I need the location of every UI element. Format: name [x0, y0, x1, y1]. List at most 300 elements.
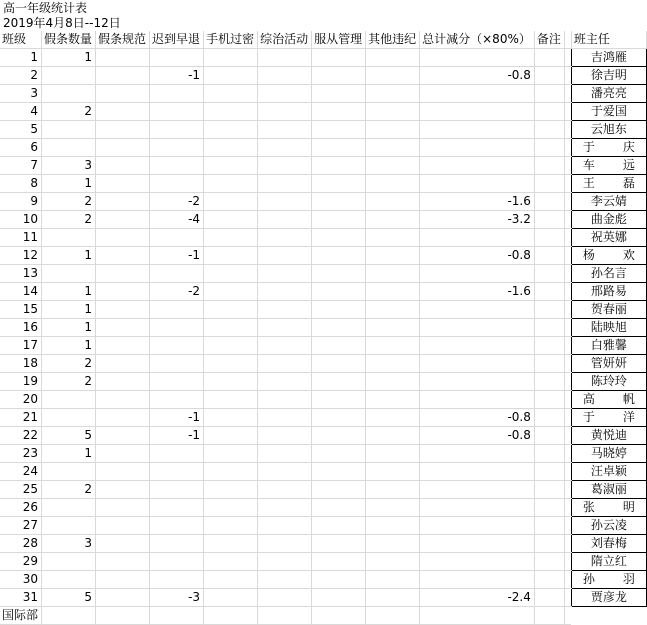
cell-late[interactable]: [150, 49, 204, 67]
cell-teacher[interactable]: 于 洋: [571, 409, 646, 427]
cell-teacher[interactable]: 高 帆: [571, 391, 646, 409]
cell-obey[interactable]: [312, 589, 366, 607]
cell-teacher[interactable]: 车 远: [571, 157, 646, 175]
cell-obey[interactable]: [312, 211, 366, 229]
cell-other[interactable]: [366, 211, 420, 229]
cell-act[interactable]: [258, 319, 312, 337]
cell-other[interactable]: [366, 265, 420, 283]
cell-leave[interactable]: 2: [42, 373, 96, 391]
cell-leave[interactable]: [42, 85, 96, 103]
cell-norm[interactable]: [96, 103, 150, 121]
cell-blank[interactable]: [564, 571, 571, 589]
cell-cls[interactable]: 27: [0, 517, 42, 535]
cell-cls[interactable]: 1: [0, 49, 42, 67]
column-header[interactable]: 手机过密: [204, 31, 258, 49]
cell-blank[interactable]: [564, 283, 571, 301]
cell-late[interactable]: [150, 121, 204, 139]
cell-total[interactable]: [420, 499, 535, 517]
cell-norm[interactable]: [96, 571, 150, 589]
cell-obey[interactable]: [312, 157, 366, 175]
cell-obey[interactable]: [312, 427, 366, 445]
cell-obey[interactable]: [312, 67, 366, 85]
cell-leave[interactable]: 2: [42, 355, 96, 373]
cell-cls[interactable]: 12: [0, 247, 42, 265]
cell-act[interactable]: [258, 211, 312, 229]
cell-note[interactable]: [534, 49, 564, 67]
cell-cls[interactable]: 30: [0, 571, 42, 589]
cell-teacher[interactable]: 隋立红: [571, 553, 646, 571]
cell-other[interactable]: [366, 535, 420, 553]
cell-phone[interactable]: [204, 499, 258, 517]
cell-blank[interactable]: [564, 229, 571, 247]
cell-leave[interactable]: 1: [42, 319, 96, 337]
cell-late[interactable]: [150, 103, 204, 121]
cell-act[interactable]: [258, 121, 312, 139]
cell-leave[interactable]: 1: [42, 175, 96, 193]
cell-other[interactable]: [366, 589, 420, 607]
cell-obey[interactable]: [312, 139, 366, 157]
cell-note[interactable]: [534, 607, 564, 625]
cell-cls[interactable]: 22: [0, 427, 42, 445]
cell-teacher[interactable]: 杨 欢: [571, 247, 646, 265]
cell-act[interactable]: [258, 463, 312, 481]
column-header[interactable]: 迟到早退: [150, 31, 204, 49]
cell-blank[interactable]: [564, 67, 571, 85]
cell-late[interactable]: [150, 301, 204, 319]
cell-obey[interactable]: [312, 247, 366, 265]
cell-blank[interactable]: [564, 193, 571, 211]
cell-blank[interactable]: [564, 49, 571, 67]
cell-phone[interactable]: [204, 409, 258, 427]
cell-late[interactable]: -1: [150, 409, 204, 427]
cell-teacher[interactable]: 孙名言: [571, 265, 646, 283]
cell-act[interactable]: [258, 49, 312, 67]
cell-norm[interactable]: [96, 229, 150, 247]
cell-note[interactable]: [534, 175, 564, 193]
cell-phone[interactable]: [204, 175, 258, 193]
cell-obey[interactable]: [312, 517, 366, 535]
cell-act[interactable]: [258, 445, 312, 463]
cell-teacher[interactable]: 白雅馨: [571, 337, 646, 355]
cell-phone[interactable]: [204, 517, 258, 535]
cell-late[interactable]: [150, 229, 204, 247]
cell-act[interactable]: [258, 517, 312, 535]
cell-norm[interactable]: [96, 265, 150, 283]
cell-act[interactable]: [258, 175, 312, 193]
cell-norm[interactable]: [96, 409, 150, 427]
cell-act[interactable]: [258, 571, 312, 589]
cell-phone[interactable]: [204, 283, 258, 301]
cell-teacher[interactable]: 陈玲玲: [571, 373, 646, 391]
cell-other[interactable]: [366, 553, 420, 571]
cell-cls[interactable]: 9: [0, 193, 42, 211]
cell-norm[interactable]: [96, 301, 150, 319]
cell-phone[interactable]: [204, 535, 258, 553]
cell-late[interactable]: -2: [150, 283, 204, 301]
cell-leave[interactable]: [42, 607, 96, 625]
cell-cls[interactable]: 23: [0, 445, 42, 463]
cell-note[interactable]: [534, 571, 564, 589]
cell-norm[interactable]: [96, 445, 150, 463]
cell-phone[interactable]: [204, 103, 258, 121]
cell-note[interactable]: [534, 103, 564, 121]
cell-blank[interactable]: [564, 499, 571, 517]
cell-norm[interactable]: [96, 85, 150, 103]
cell-leave[interactable]: 3: [42, 157, 96, 175]
cell-leave[interactable]: 1: [42, 49, 96, 67]
cell-late[interactable]: [150, 499, 204, 517]
cell-act[interactable]: [258, 283, 312, 301]
cell-total[interactable]: [420, 265, 535, 283]
cell-act[interactable]: [258, 373, 312, 391]
cell-late[interactable]: -2: [150, 193, 204, 211]
cell-norm[interactable]: [96, 553, 150, 571]
cell-other[interactable]: [366, 193, 420, 211]
cell-blank[interactable]: [564, 535, 571, 553]
cell-norm[interactable]: [96, 535, 150, 553]
cell-norm[interactable]: [96, 193, 150, 211]
cell-leave[interactable]: 3: [42, 535, 96, 553]
cell-note[interactable]: [534, 445, 564, 463]
cell-norm[interactable]: [96, 607, 150, 625]
cell-other[interactable]: [366, 157, 420, 175]
cell-total[interactable]: [420, 463, 535, 481]
cell-note[interactable]: [534, 67, 564, 85]
cell-norm[interactable]: [96, 355, 150, 373]
cell-teacher[interactable]: 邢路易: [571, 283, 646, 301]
cell-blank[interactable]: [564, 103, 571, 121]
cell-act[interactable]: [258, 247, 312, 265]
cell-norm[interactable]: [96, 67, 150, 85]
column-header[interactable]: 其他违纪: [366, 31, 420, 49]
cell-act[interactable]: [258, 607, 312, 625]
cell-note[interactable]: [534, 319, 564, 337]
cell-note[interactable]: [534, 301, 564, 319]
cell-phone[interactable]: [204, 319, 258, 337]
cell-other[interactable]: [366, 139, 420, 157]
column-header[interactable]: [564, 31, 571, 49]
cell-total[interactable]: -0.8: [420, 247, 535, 265]
cell-cls[interactable]: 31: [0, 589, 42, 607]
cell-blank[interactable]: [564, 445, 571, 463]
cell-late[interactable]: [150, 571, 204, 589]
cell-act[interactable]: [258, 553, 312, 571]
cell-late[interactable]: [150, 391, 204, 409]
cell-obey[interactable]: [312, 49, 366, 67]
cell-other[interactable]: [366, 175, 420, 193]
cell-act[interactable]: [258, 139, 312, 157]
cell-cls[interactable]: 24: [0, 463, 42, 481]
cell-obey[interactable]: [312, 553, 366, 571]
cell-leave[interactable]: [42, 571, 96, 589]
cell-norm[interactable]: [96, 247, 150, 265]
cell-act[interactable]: [258, 589, 312, 607]
cell-total[interactable]: -0.8: [420, 427, 535, 445]
cell-phone[interactable]: [204, 229, 258, 247]
cell-note[interactable]: [534, 121, 564, 139]
cell-phone[interactable]: [204, 85, 258, 103]
cell-norm[interactable]: [96, 517, 150, 535]
cell-total[interactable]: -0.8: [420, 67, 535, 85]
cell-norm[interactable]: [96, 121, 150, 139]
cell-late[interactable]: [150, 445, 204, 463]
cell-cls[interactable]: 20: [0, 391, 42, 409]
cell-leave[interactable]: 5: [42, 589, 96, 607]
cell-note[interactable]: [534, 499, 564, 517]
cell-cls[interactable]: 5: [0, 121, 42, 139]
cell-total[interactable]: [420, 337, 535, 355]
cell-note[interactable]: [534, 391, 564, 409]
cell-phone[interactable]: [204, 589, 258, 607]
cell-other[interactable]: [366, 373, 420, 391]
cell-obey[interactable]: [312, 607, 366, 625]
cell-teacher[interactable]: 汪卓颖: [571, 463, 646, 481]
cell-other[interactable]: [366, 517, 420, 535]
cell-total[interactable]: -2.4: [420, 589, 535, 607]
cell-late[interactable]: [150, 553, 204, 571]
cell-other[interactable]: [366, 463, 420, 481]
cell-teacher[interactable]: 吉鸿雁: [571, 49, 646, 67]
cell-norm[interactable]: [96, 139, 150, 157]
cell-other[interactable]: [366, 103, 420, 121]
cell-note[interactable]: [534, 265, 564, 283]
cell-norm[interactable]: [96, 499, 150, 517]
cell-late[interactable]: -1: [150, 67, 204, 85]
cell-other[interactable]: [366, 355, 420, 373]
cell-blank[interactable]: [564, 463, 571, 481]
cell-total[interactable]: [420, 103, 535, 121]
cell-act[interactable]: [258, 229, 312, 247]
cell-act[interactable]: [258, 85, 312, 103]
cell-teacher[interactable]: 李云婧: [571, 193, 646, 211]
cell-leave[interactable]: 1: [42, 301, 96, 319]
cell-norm[interactable]: [96, 337, 150, 355]
date-range[interactable]: 2019年4月8日--12日: [3, 16, 121, 30]
cell-total[interactable]: [420, 157, 535, 175]
column-header[interactable]: 班级: [0, 31, 42, 49]
cell-other[interactable]: [366, 121, 420, 139]
cell-cls[interactable]: 3: [0, 85, 42, 103]
cell-phone[interactable]: [204, 355, 258, 373]
cell-leave[interactable]: [42, 409, 96, 427]
cell-teacher[interactable]: 孙 羽: [571, 571, 646, 589]
cell-obey[interactable]: [312, 193, 366, 211]
cell-blank[interactable]: [564, 337, 571, 355]
cell-obey[interactable]: [312, 373, 366, 391]
cell-note[interactable]: [534, 373, 564, 391]
cell-other[interactable]: [366, 607, 420, 625]
cell-cls[interactable]: 10: [0, 211, 42, 229]
cell-norm[interactable]: [96, 49, 150, 67]
cell-other[interactable]: [366, 427, 420, 445]
cell-leave[interactable]: 1: [42, 337, 96, 355]
cell-total[interactable]: -1.6: [420, 283, 535, 301]
cell-cls[interactable]: 16: [0, 319, 42, 337]
cell-obey[interactable]: [312, 571, 366, 589]
cell-obey[interactable]: [312, 103, 366, 121]
cell-leave[interactable]: 1: [42, 247, 96, 265]
cell-total[interactable]: -3.2: [420, 211, 535, 229]
cell-teacher[interactable]: 马晓婷: [571, 445, 646, 463]
cell-blank[interactable]: [564, 355, 571, 373]
cell-norm[interactable]: [96, 391, 150, 409]
cell-obey[interactable]: [312, 175, 366, 193]
cell-phone[interactable]: [204, 553, 258, 571]
cell-total[interactable]: [420, 517, 535, 535]
cell-other[interactable]: [366, 445, 420, 463]
cell-cls[interactable]: 21: [0, 409, 42, 427]
cell-note[interactable]: [534, 193, 564, 211]
cell-act[interactable]: [258, 301, 312, 319]
cell-obey[interactable]: [312, 85, 366, 103]
cell-note[interactable]: [534, 409, 564, 427]
cell-total[interactable]: [420, 607, 535, 625]
cell-other[interactable]: [366, 409, 420, 427]
cell-total[interactable]: [420, 121, 535, 139]
cell-note[interactable]: [534, 247, 564, 265]
cell-blank[interactable]: [564, 139, 571, 157]
cell-note[interactable]: [534, 211, 564, 229]
cell-norm[interactable]: [96, 589, 150, 607]
cell-note[interactable]: [534, 139, 564, 157]
cell-cls[interactable]: 29: [0, 553, 42, 571]
cell-leave[interactable]: [42, 67, 96, 85]
cell-cls[interactable]: 4: [0, 103, 42, 121]
cell-leave[interactable]: 2: [42, 193, 96, 211]
cell-total[interactable]: [420, 391, 535, 409]
cell-late[interactable]: [150, 535, 204, 553]
cell-late[interactable]: [150, 85, 204, 103]
cell-late[interactable]: [150, 481, 204, 499]
cell-other[interactable]: [366, 247, 420, 265]
cell-blank[interactable]: [564, 517, 571, 535]
cell-other[interactable]: [366, 319, 420, 337]
cell-teacher[interactable]: 云旭东: [571, 121, 646, 139]
cell-teacher[interactable]: 葛淑丽: [571, 481, 646, 499]
cell-teacher[interactable]: 于 庆: [571, 139, 646, 157]
cell-leave[interactable]: 2: [42, 211, 96, 229]
cell-note[interactable]: [534, 229, 564, 247]
cell-blank[interactable]: [564, 373, 571, 391]
cell-phone[interactable]: [204, 265, 258, 283]
cell-teacher[interactable]: 祝英娜: [571, 229, 646, 247]
cell-norm[interactable]: [96, 157, 150, 175]
cell-phone[interactable]: [204, 157, 258, 175]
cell-obey[interactable]: [312, 409, 366, 427]
cell-obey[interactable]: [312, 283, 366, 301]
cell-phone[interactable]: [204, 427, 258, 445]
cell-note[interactable]: [534, 553, 564, 571]
cell-note[interactable]: [534, 517, 564, 535]
cell-phone[interactable]: [204, 193, 258, 211]
cell-blank[interactable]: [564, 553, 571, 571]
cell-phone[interactable]: [204, 67, 258, 85]
cell-other[interactable]: [366, 391, 420, 409]
cell-act[interactable]: [258, 427, 312, 445]
cell-teacher[interactable]: 管妍妍: [571, 355, 646, 373]
cell-total[interactable]: [420, 175, 535, 193]
cell-late[interactable]: -1: [150, 247, 204, 265]
cell-blank[interactable]: [564, 481, 571, 499]
cell-act[interactable]: [258, 337, 312, 355]
cell-act[interactable]: [258, 409, 312, 427]
cell-teacher[interactable]: 徐吉明: [571, 67, 646, 85]
column-header[interactable]: 假条规范: [96, 31, 150, 49]
cell-total[interactable]: [420, 535, 535, 553]
cell-leave[interactable]: 1: [42, 445, 96, 463]
cell-norm[interactable]: [96, 373, 150, 391]
cell-late[interactable]: [150, 175, 204, 193]
cell-phone[interactable]: [204, 607, 258, 625]
cell-cls[interactable]: 6: [0, 139, 42, 157]
cell-late[interactable]: [150, 157, 204, 175]
cell-norm[interactable]: [96, 481, 150, 499]
cell-leave[interactable]: [42, 517, 96, 535]
cell-other[interactable]: [366, 49, 420, 67]
cell-cls[interactable]: 13: [0, 265, 42, 283]
cell-leave[interactable]: [42, 553, 96, 571]
column-header[interactable]: 班主任: [571, 31, 646, 49]
cell-other[interactable]: [366, 283, 420, 301]
cell-act[interactable]: [258, 103, 312, 121]
cell-total[interactable]: [420, 481, 535, 499]
cell-norm[interactable]: [96, 463, 150, 481]
cell-total[interactable]: -0.8: [420, 409, 535, 427]
cell-blank[interactable]: [564, 247, 571, 265]
cell-teacher[interactable]: 黄悦迪: [571, 427, 646, 445]
cell-act[interactable]: [258, 265, 312, 283]
cell-leave[interactable]: [42, 265, 96, 283]
cell-phone[interactable]: [204, 337, 258, 355]
cell-leave[interactable]: [42, 463, 96, 481]
cell-phone[interactable]: [204, 463, 258, 481]
cell-note[interactable]: [534, 535, 564, 553]
cell-other[interactable]: [366, 85, 420, 103]
cell-act[interactable]: [258, 157, 312, 175]
cell-teacher[interactable]: 曲金彪: [571, 211, 646, 229]
cell-blank[interactable]: [564, 301, 571, 319]
cell-other[interactable]: [366, 229, 420, 247]
cell-blank[interactable]: [564, 211, 571, 229]
cell-phone[interactable]: [204, 571, 258, 589]
cell-obey[interactable]: [312, 337, 366, 355]
cell-phone[interactable]: [204, 121, 258, 139]
cell-note[interactable]: [534, 589, 564, 607]
cell-teacher[interactable]: 张 明: [571, 499, 646, 517]
cell-blank[interactable]: [564, 391, 571, 409]
cell-act[interactable]: [258, 67, 312, 85]
column-header[interactable]: 假条数量: [42, 31, 96, 49]
cell-cls[interactable]: 国际部: [0, 607, 42, 625]
cell-late[interactable]: [150, 355, 204, 373]
cell-act[interactable]: [258, 193, 312, 211]
cell-teacher[interactable]: [571, 607, 646, 625]
cell-cls[interactable]: 28: [0, 535, 42, 553]
cell-norm[interactable]: [96, 283, 150, 301]
cell-blank[interactable]: [564, 85, 571, 103]
cell-leave[interactable]: [42, 139, 96, 157]
cell-blank[interactable]: [564, 409, 571, 427]
cell-late[interactable]: [150, 607, 204, 625]
cell-act[interactable]: [258, 391, 312, 409]
cell-leave[interactable]: 2: [42, 481, 96, 499]
cell-norm[interactable]: [96, 175, 150, 193]
cell-obey[interactable]: [312, 121, 366, 139]
cell-obey[interactable]: [312, 265, 366, 283]
cell-note[interactable]: [534, 427, 564, 445]
column-header[interactable]: 总计减分（×80%）: [420, 31, 535, 49]
cell-note[interactable]: [534, 283, 564, 301]
